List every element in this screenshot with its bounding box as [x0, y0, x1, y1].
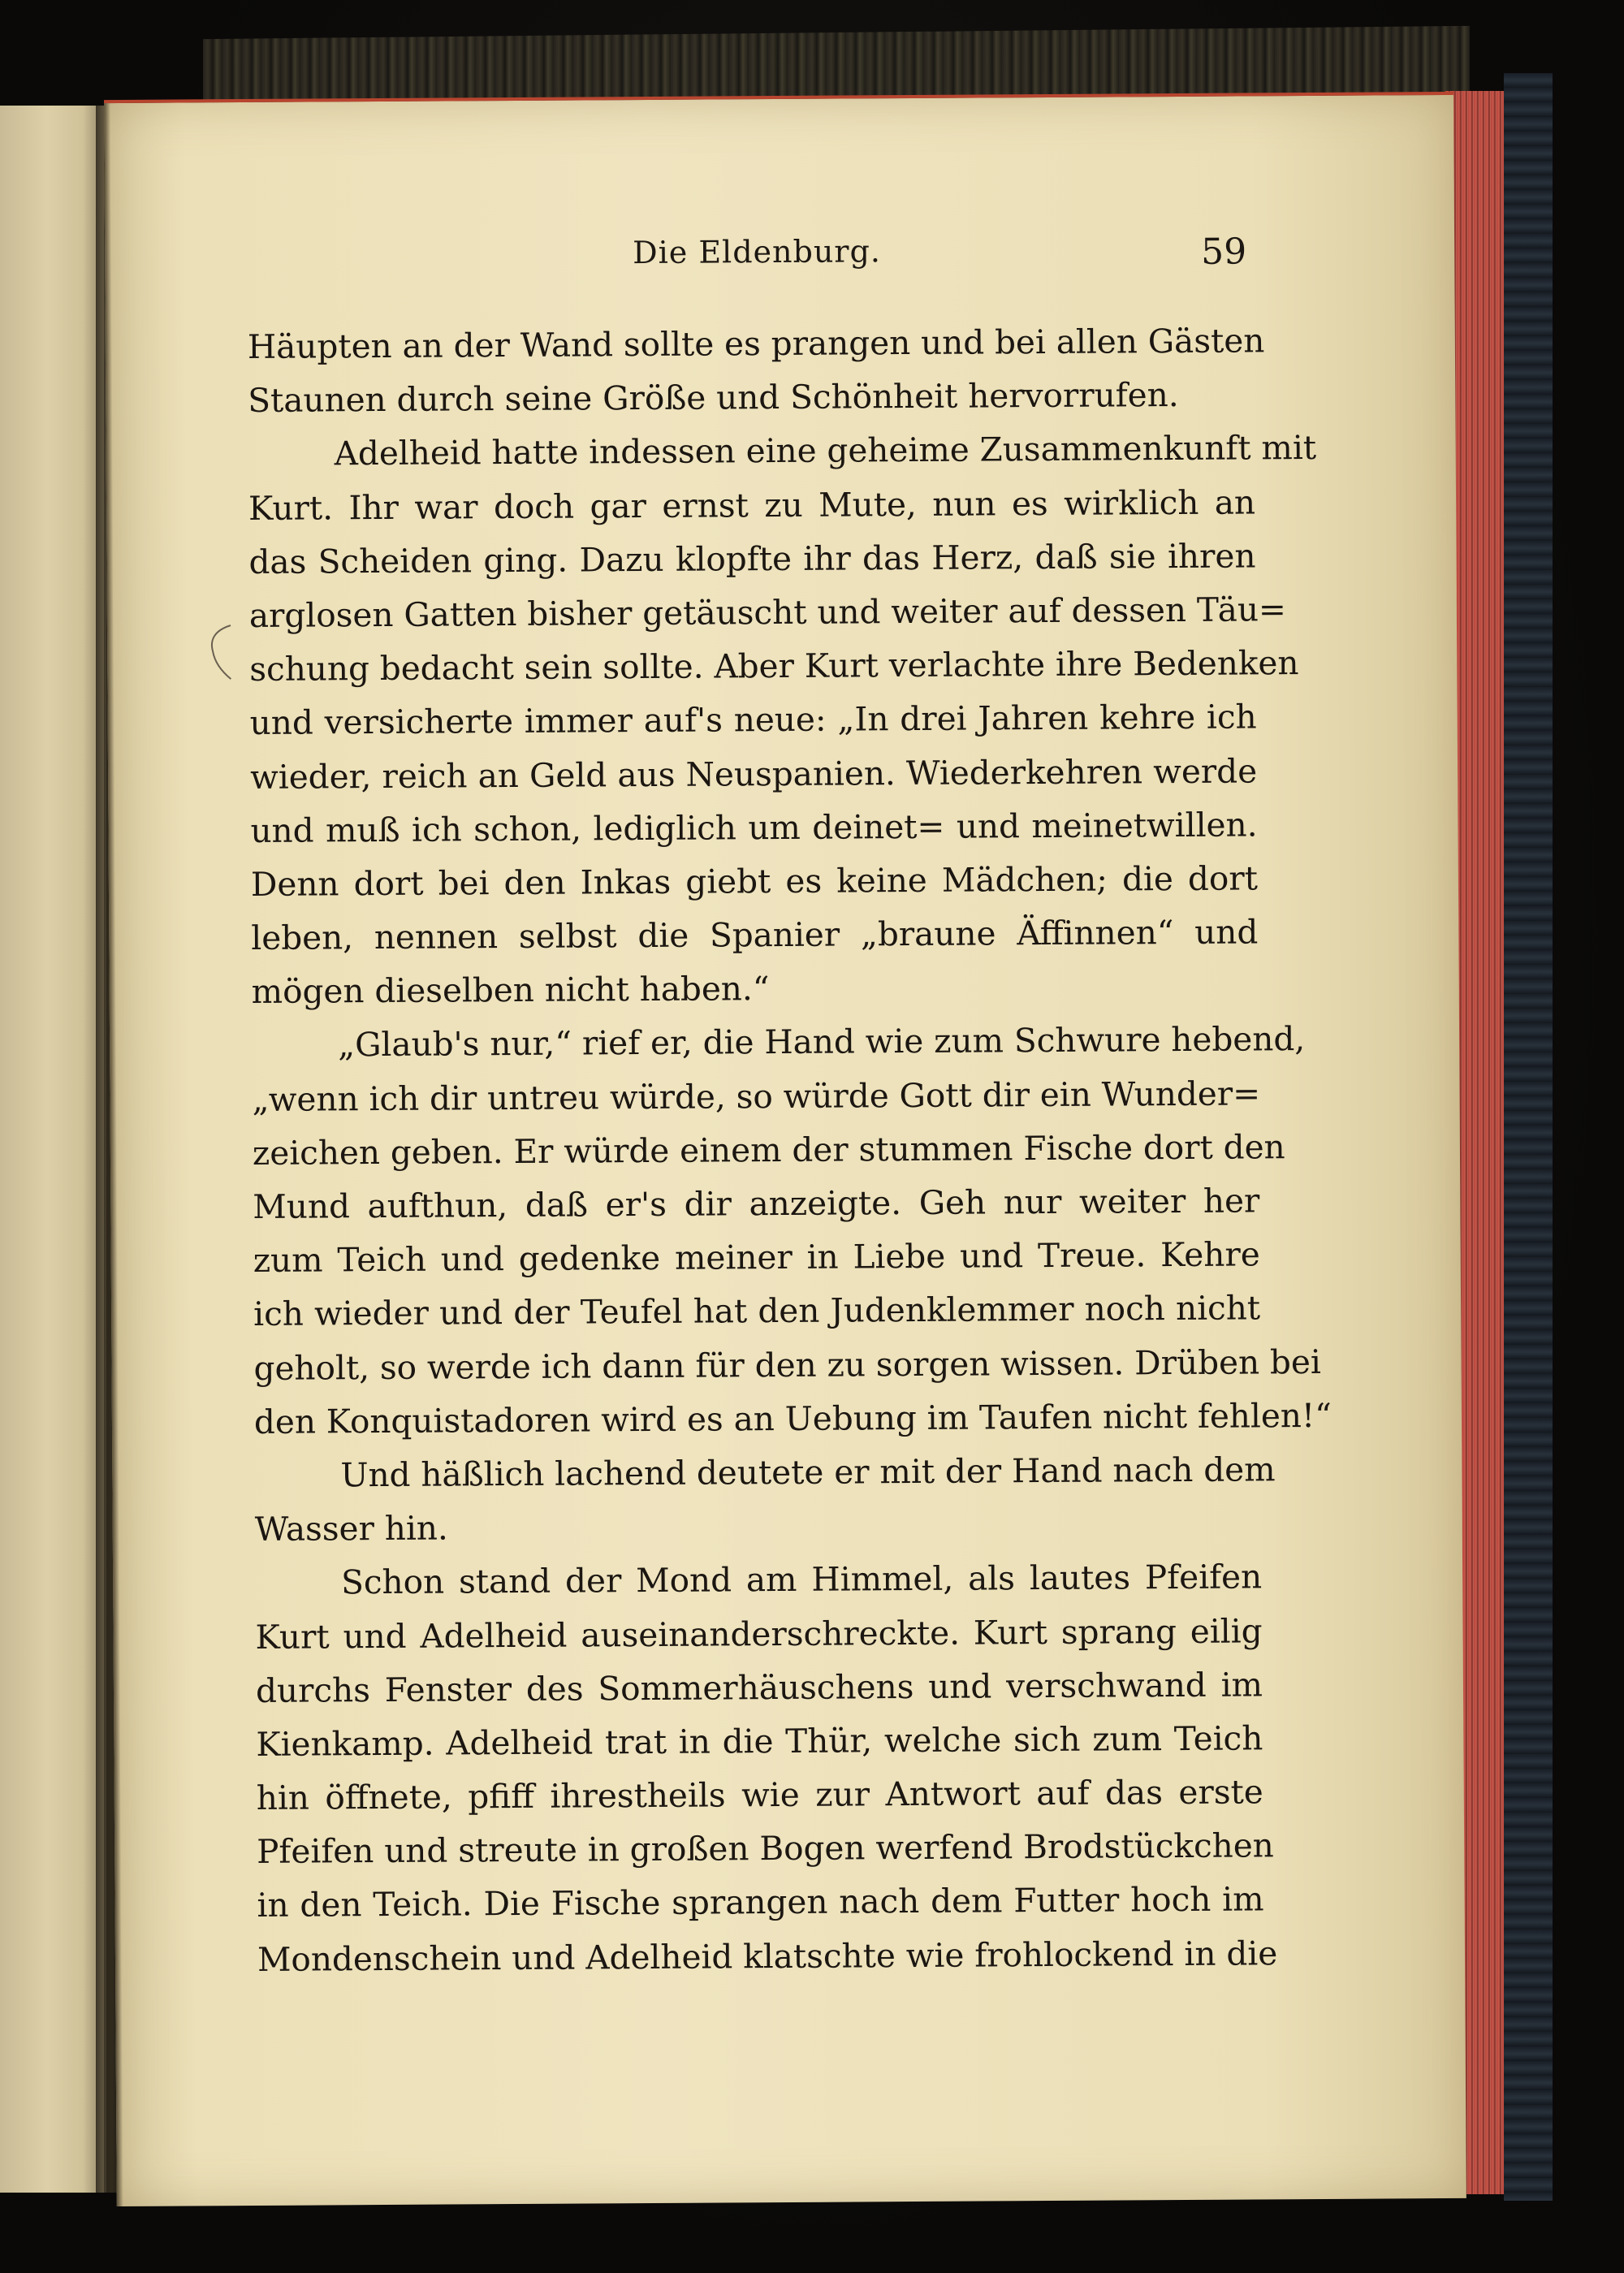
text-line: „wenn ich dir untreu würde, so würde Gott dir ein Wunder= [252, 1074, 1261, 1119]
text-line: und versicherte immer auf's neue: „In drei Jahren kehre ich [249, 697, 1257, 743]
running-head [105, 230, 1454, 287]
text-line: wieder, reich an Geld aus Neuspanien. Wiederkehren werde [249, 750, 1258, 797]
text-line: Staunen durch seine Größe und Schönheit hervorrufen. [248, 375, 1179, 421]
text-line: Kurt und Adelheid auseinanderschreckte. Kurt sprang eilig [255, 1610, 1263, 1657]
text-line: in den Teich. Die Fische sprangen nach dem Futter hoch im [257, 1879, 1264, 1925]
text-line: Adelheid hatte indessen eine geheime Zusammenkunft mit [334, 428, 1317, 473]
text-line: „Glaub's nur,“ rief er, die Hand wie zum Schwure hebend, [337, 1019, 1306, 1065]
text-line: und muß ich schon, lediglich um deinet= und meinetwillen. [250, 805, 1258, 850]
text-line: das Scheiden ging. Dazu klopfte ihr das Herz, daß sie ihren [248, 536, 1256, 581]
book-cover-side-edge [1504, 73, 1553, 2201]
text-line: den Konquistadoren wird es an Uebung im Taufen nicht fehlen!“ [253, 1395, 1332, 1441]
text-line: Und häßlich lachend deutete er mit der Hand nach dem [340, 1450, 1276, 1495]
text-line: arglosen Gatten bisher getäuscht und weiter auf dessen Täu= [248, 590, 1287, 635]
running-head-title: Die Eldenburg. [633, 233, 882, 271]
text-line: geholt, so werde ich dann für den zu sorgen wissen. Drüben bei [253, 1342, 1321, 1388]
text-line: Kurt. Ihr war doch gar ernst zu Mute, nun es wirklich an [248, 482, 1256, 528]
text-line: Mund aufthun, daß er's dir anzeigte. Geh nur weiter her [253, 1181, 1260, 1226]
text-line: mögen dieselben nicht haben.“ [251, 969, 770, 1012]
text-line: hin öffnete, pfiff ihrestheils wie zur Antwort auf das erste [256, 1772, 1263, 1818]
text-line: zum Teich und gedenke meiner in Liebe und Treue. Kehre [253, 1234, 1260, 1281]
facing-page-edge [0, 106, 106, 2193]
text-line: durchs Fenster des Sommerhäuschens und verschwand im [255, 1665, 1263, 1710]
text-line: Wasser hin. [254, 1508, 448, 1549]
book-page [104, 92, 1466, 2206]
text-line: Denn dort bei den Inkas giebt es keine Mädchen; die dort [250, 858, 1259, 904]
text-line: Pfeifen und streute in großen Bogen werfend Brodstückchen [257, 1826, 1274, 1872]
text-line: Häupten an der Wand sollte es prangen und bei allen Gästen [247, 321, 1265, 367]
body-text [247, 313, 1332, 1986]
text-line: schung bedacht sein sollte. Aber Kurt verlachte ihre Bedenken [249, 643, 1299, 689]
text-line: Schon stand der Mond am Himmel, als lautes Pfeifen [341, 1557, 1263, 1602]
text-line: zeichen geben. Er würde einem der stummen Fische dort den [252, 1127, 1285, 1173]
text-line: Kienkamp. Adelheid trat in die Thür, welche sich zum Teich [256, 1718, 1263, 1764]
text-line: Mondenschein und Adelheid klatschte wie frohlockend in die [257, 1933, 1278, 1979]
text-line: ich wieder und der Teufel hat den Judenklemmer noch nicht [253, 1288, 1261, 1334]
text-line: leben, nennen selbst die Spanier „braune Äffinnen“ und [251, 912, 1259, 958]
page-number: 59 [1201, 231, 1247, 273]
pencil-margin-mark [206, 622, 235, 682]
